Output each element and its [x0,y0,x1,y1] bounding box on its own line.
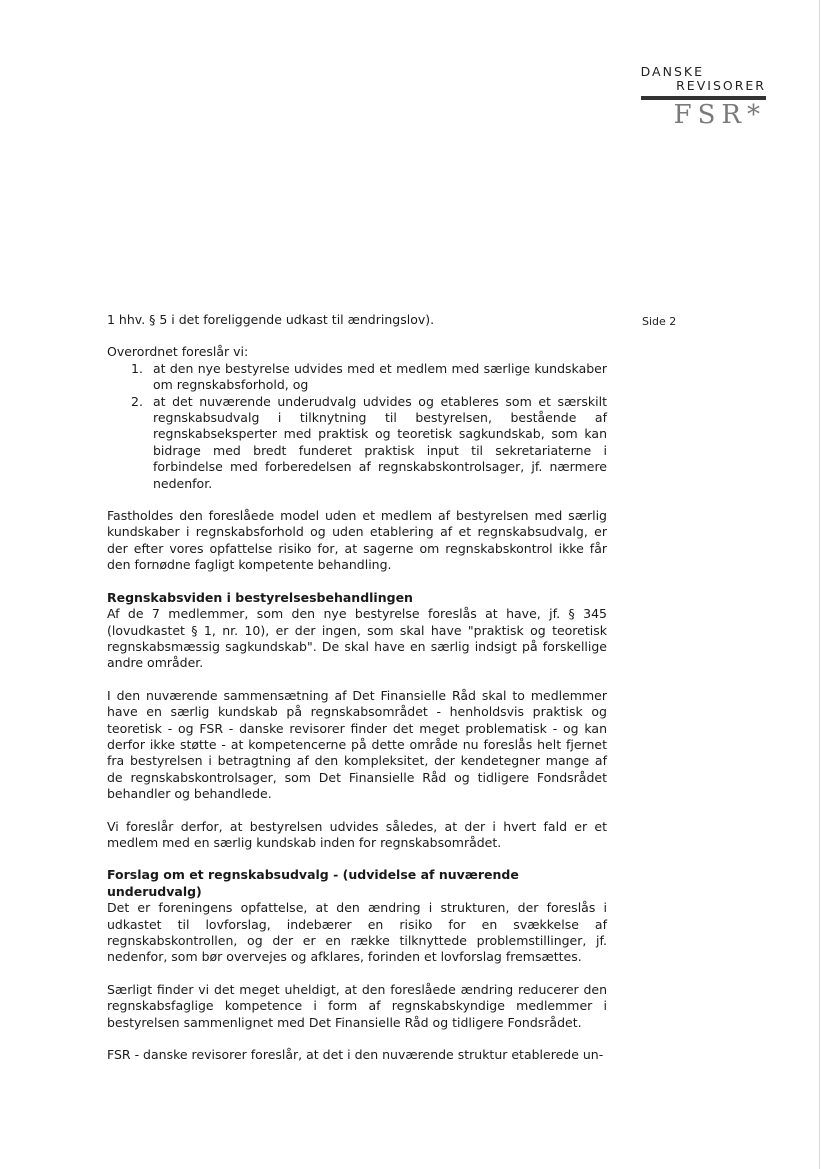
fsr-logo [606,64,766,128]
paragraph: Fastholdes den foreslåede model uden et medlem af bestyrelsen med særlig kundskaber i regnskabsforhold og uden etablering af et regnskabsudvalg, er der efter vores opfattelse risiko for, at sagerne om regnskabskontrol ikke får den fornødne fagligt kompetente behandling. [107,508,607,573]
paragraph: Vi foreslår derfor, at bestyrelsen udvides således, at der i hvert fald er et medlem med en særlig kundskab inden for regnskabsområdet. [107,818,607,850]
paragraph: FSR - danske revisorer foreslår, at det i den nuværende struktur etablerede un- [107,1047,604,1063]
logo-text-danske: DANSKE [640,64,704,79]
paragraph: 1 hhv. § 5 i det foreliggende udkast til ændringslov). [107,312,435,327]
paragraph: Af de 7 medlemmer, som den nye bestyrelse foreslås at have, jf. § 345 (lovudkastet § 1, nr. 10), er der ingen, som skal have "praktisk og teoretisk regnskabsmæssig sagkundskab". De skal have en særlig indsigt på forskellige andre områder. [107,606,607,671]
paragraph: Det er foreningens opfattelse, at den ændring i strukturen, der foreslås i udkastet til lovforslag, indebærer en risiko for en svækkelse af regnskabskontrollen, og der er en række tilknyttede problemstillinger, jf. nedenfor, som bør overvejes og afklares, forinden et lovforslag fremsættes. [107,900,607,965]
paragraph: Overordnet foreslår vi: [107,344,249,360]
list-item [107,394,607,492]
list-text: at den nye bestyrelse udvides med et medlem med særlige kundskaber om regnskabsforhold, og [153,360,607,393]
paragraph: I den nuværende sammensætning af Det Finansielle Råd skal to medlemmer have en særlig kundskab på regnskabsområdet - henholdsvis praktisk og teoretisk - og FSR - danske revisorer finder det meget problematisk - og kan derfor ikke støtte - at kompetencerne på dette område nu foreslås helt fjernet fra bestyrelsen i betragtning af den kompleksitet, der kendetegner mange af de regnskabskontrolsager, som Det Finansielle Råd og tidligere Fondsrådet behandler og behandlede. [107,687,607,802]
section-heading: Regnskabsviden i bestyrelsesbehandlingen [107,589,413,605]
document-body [107,312,607,1063]
section-heading: Forslag om et regnskabsudvalg - (udvidelse af nuværende underudvalg) [107,867,519,899]
list-text: at det nuværende underudvalg udvides og etableres som et særskilt regnskabsudvalg i tilknytning til bestyrelsen, bestående af regnskabseksperter med praktisk og teoretisk sagkundskab, som kan bidrage med bredt funderet praktisk input til sekretariaterne i forbindelse med forberedelsen af regnskabskontrolsager, jf. nærmere nedenfor. [153,393,607,491]
proposal-list [107,361,607,492]
logo-fsr-mark: FSR* [673,100,766,130]
paragraph: Særligt finder vi det meget uheldigt, at den foreslåede ændring reducerer den regnskabsfaglige kompetence i form af regnskabskyndige medlemmer i bestyrelsen sammenlignet med Det Finansielle Råd og tidligere Fondsrådet. [107,981,607,1030]
page-number: Side 2 [642,315,677,328]
list-item [107,361,607,394]
list-number: 1. [131,360,143,376]
page-edge [819,0,820,1169]
list-number: 2. [131,393,143,409]
logo-text-revisorer: REVISORER [676,78,766,93]
